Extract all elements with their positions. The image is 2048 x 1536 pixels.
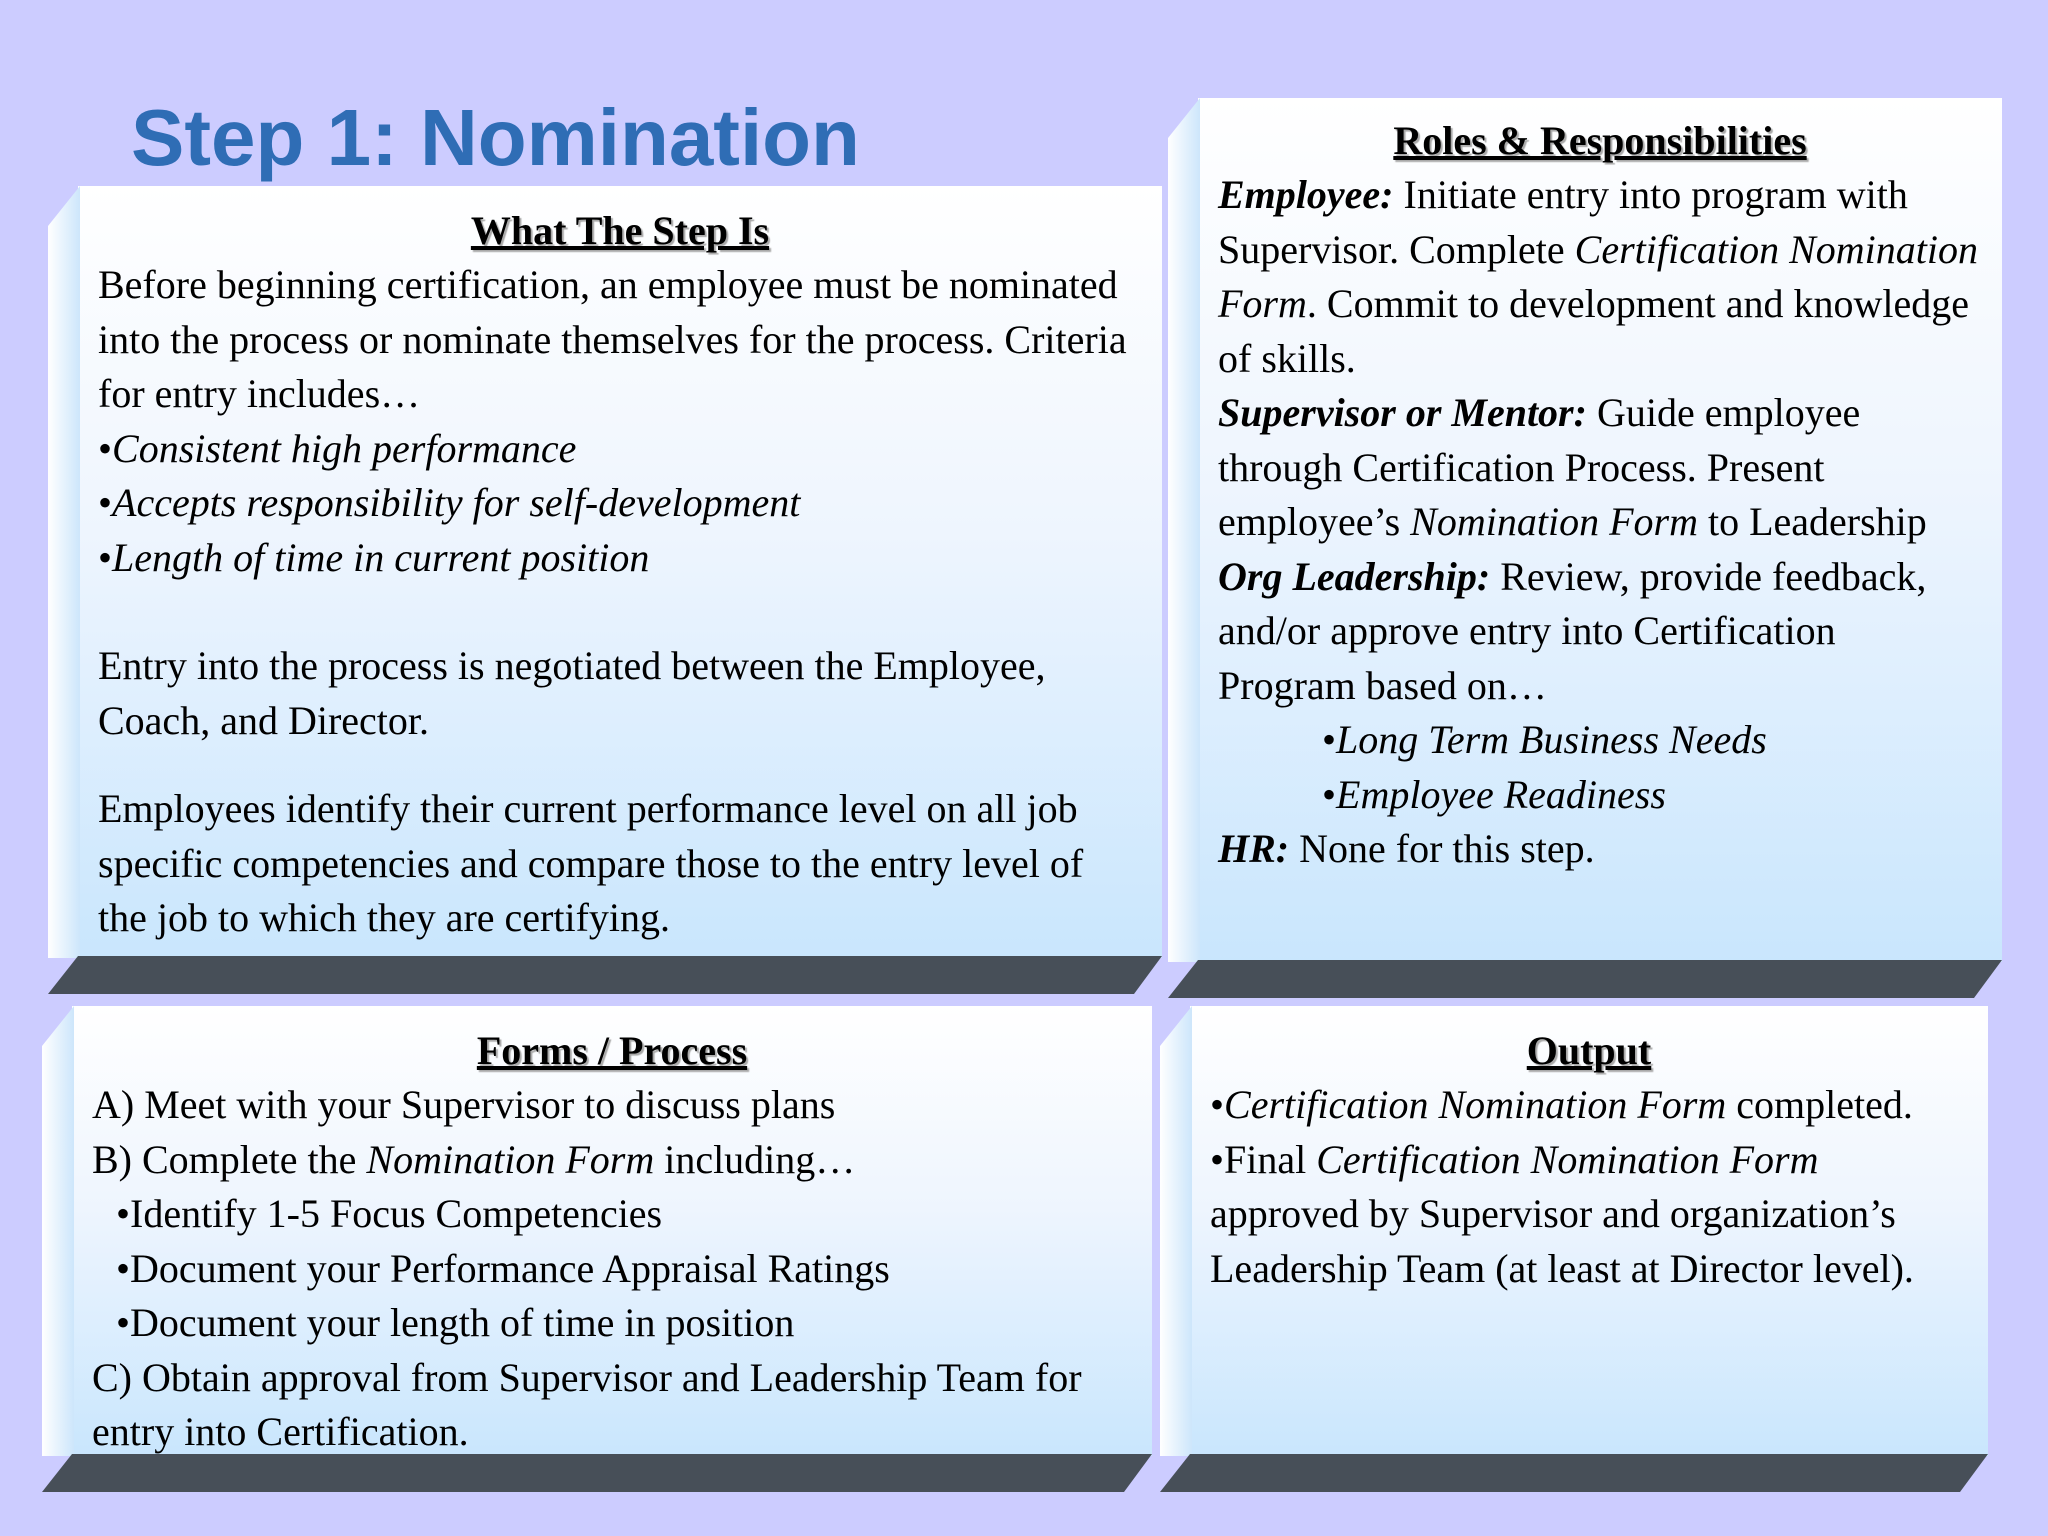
forms-process-heading: Forms / Process bbox=[476, 1028, 748, 1073]
what-the-step-is-card bbox=[48, 186, 1162, 994]
leadership-criteria-item: •Employee Readiness bbox=[1322, 771, 1666, 817]
leadership-criteria-item: •Long Term Business Needs bbox=[1322, 717, 1767, 762]
process-subitem: •Document your length of time in position bbox=[116, 1300, 795, 1345]
page-title: Step 1: Nomination bbox=[131, 93, 860, 182]
process-subitem: •Document your Performance Appraisal Ratings bbox=[116, 1245, 890, 1291]
what-step-intro: Before beginning certification, an employee must be nominated into the process or nominate themselves for the process. Criteria for entry includes… bbox=[98, 262, 1127, 416]
roles-heading: Roles & Responsibilities bbox=[1393, 118, 1807, 163]
output-heading: Output bbox=[1526, 1028, 1652, 1073]
role-employee: Employee: Initiate entry into program with Supervisor. Complete Certification Nomination Form. Commit to development and knowledge of skills. bbox=[1218, 172, 1978, 381]
what-the-step-is-heading: What The Step Is bbox=[470, 208, 770, 253]
output-card bbox=[1160, 1006, 1988, 1492]
criteria-item: •Consistent high performance bbox=[98, 425, 577, 471]
process-step-a: A) Meet with your Supervisor to discuss plans bbox=[92, 1082, 836, 1127]
output-item: •Final Certification Nomination Form approved by Supervisor and organization’s Leadership Team (at least at Director level). bbox=[1210, 1136, 1914, 1291]
performance-level-text: Employees identify their current performance level on all job specific competencies and compare those to the entry level of the job to which they are certifying. bbox=[98, 786, 1084, 940]
role-hr: HR: None for this step. bbox=[1218, 826, 1595, 871]
role-leadership: Org Leadership: Review, provide feedback, and/or approve entry into Certification Program based on… bbox=[1218, 553, 1927, 708]
criteria-item: •Accepts responsibility for self-development bbox=[98, 480, 801, 525]
output-item: •Certification Nomination Form completed. bbox=[1210, 1082, 1913, 1127]
forms-process-card bbox=[42, 1006, 1152, 1492]
process-step-c: C) Obtain approval from Supervisor and Leadership Team for entry into Certification. bbox=[92, 1354, 1082, 1454]
entry-negotiation-text: Entry into the process is negotiated between the Employee, Coach, and Director. bbox=[98, 643, 1046, 743]
process-subitem: •Identify 1-5 Focus Competencies bbox=[116, 1191, 663, 1236]
role-supervisor: Supervisor or Mentor: Guide employee through Certification Process. Present employee’s Nomination Form to Leadership bbox=[1218, 390, 1927, 544]
process-step-b: B) Complete the Nomination Form including… bbox=[92, 1136, 856, 1182]
roles-responsibilities-card bbox=[1168, 98, 2002, 998]
criteria-item: •Length of time in current position bbox=[98, 534, 650, 580]
